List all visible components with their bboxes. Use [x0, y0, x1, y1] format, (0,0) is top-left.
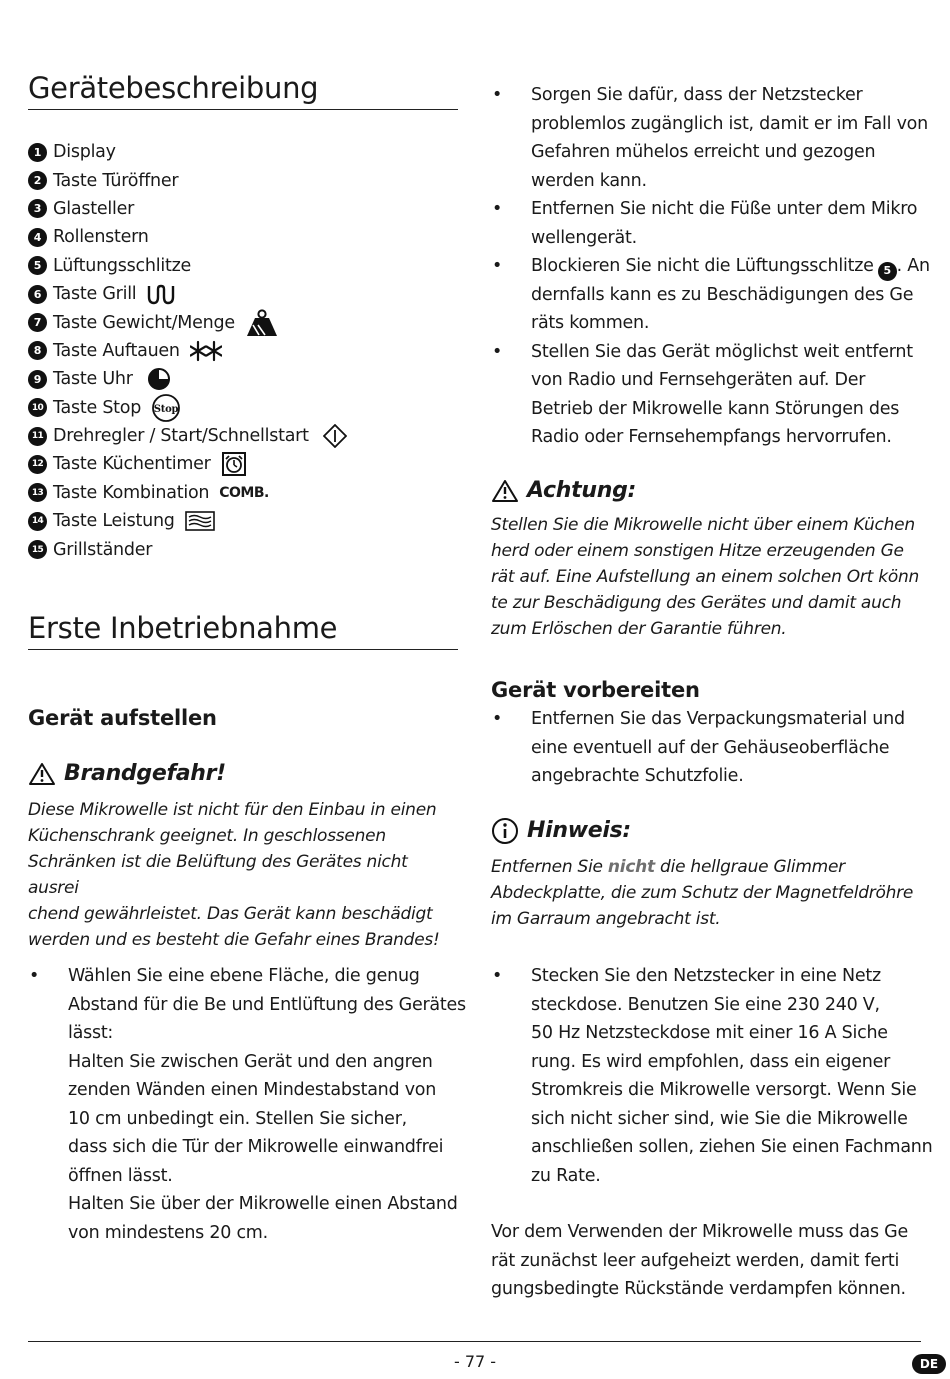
text-line: • Entfernen Sie das Verpackungsmaterial und [531, 709, 905, 729]
comb-icon: COMB. [219, 484, 269, 501]
text-line: 10 cm unbedingt ein. Stellen Sie sicher, [68, 1108, 407, 1129]
part-item [28, 365, 347, 393]
text-line: angebrachte Schutzfolie. [531, 766, 744, 786]
part-number: 12 [28, 455, 47, 474]
placement-bullet-list [491, 81, 930, 452]
text-line: werden und es besteht die Gefahr eines Brandes! [28, 930, 440, 950]
text-line: anschließen sollen, ziehen Sie einen Fachmann [531, 1137, 933, 1157]
text-line: eine eventuell auf der Gehäuseoberfläche [531, 737, 890, 758]
fire-warning-text [28, 797, 458, 953]
text-line: von Radio und Fernsehgeräten auf. Der [531, 370, 866, 391]
language-badge: DE [912, 1354, 946, 1374]
part-label: Taste Gewicht/Menge [53, 312, 235, 333]
text-line: • Sorgen Sie dafür, dass der Netzstecker [531, 85, 863, 105]
text-line: problemlos zugänglich ist, damit er im Fall von [531, 113, 928, 134]
clock-icon [147, 367, 171, 391]
note-heading [491, 816, 631, 846]
text-line: Stromkreis die Mikrowelle versorgt. Wenn Sie [531, 1080, 917, 1100]
note-title: Hinweis: [527, 818, 631, 843]
text-line: zum Erlöschen der Garantie führen. [491, 619, 787, 639]
section-title-device-description: Gerätebeschreibung [28, 70, 458, 110]
fire-warning-title: Brandgefahr! [64, 761, 226, 786]
list-item [28, 962, 466, 1247]
text-line: Abdeckplatte, die zum Schutz der Magnetfeldröhre [491, 883, 914, 903]
part-item [28, 280, 347, 308]
text-line: chend gewährleistet. Das Gerät kann beschädigt [28, 904, 433, 924]
part-item [28, 223, 347, 251]
text-line: rung. Es wird empfohlen, dass ein eigener [531, 1051, 891, 1072]
part-number: 1 [28, 143, 47, 162]
part-item [28, 507, 347, 535]
text-line: herd oder einem sonstigen Hitze erzeugenden Ge [491, 541, 904, 561]
text-line: Diese Mikrowelle ist nicht für den Einbau in einen [28, 800, 437, 820]
part-item [28, 337, 347, 365]
part-item [28, 138, 347, 166]
part-item [28, 252, 347, 280]
grill-icon [146, 283, 176, 305]
power-icon [185, 511, 215, 531]
section-title-first-use: Erste Inbetriebnahme [28, 610, 458, 650]
part-item [28, 535, 347, 563]
text-line [491, 854, 913, 880]
defrost-icon [190, 340, 222, 362]
part-item [28, 450, 347, 478]
text-line: Küchenschrank geeignet. In geschlossenen [28, 826, 386, 846]
text-line: • Stecken Sie den Netzstecker in eine Netz [531, 966, 881, 986]
text-line: werden kann. [531, 170, 647, 191]
part-number: 5 [28, 256, 47, 275]
text-line: lässt: [68, 1023, 114, 1043]
prepare-bullet-list [491, 705, 905, 791]
text-fragment: Blockieren Sie nicht die Lüftungsschlitze [531, 256, 874, 276]
part-label: Taste Grill [53, 284, 137, 305]
text-line: Halten Sie über der Mikrowelle einen Abstand [68, 1194, 458, 1214]
part-label: Taste Auftauen [53, 340, 180, 361]
part-number: 11 [28, 427, 47, 446]
text-line: dernfalls kann es zu Beschädigungen des Ge [531, 284, 914, 305]
text-line: • Wählen Sie eine ebene Fläche, die genug [68, 966, 420, 986]
part-label: Taste Kombination [53, 482, 210, 503]
text-line: wellengerät. [531, 227, 637, 248]
subtitle-setup: Gerät aufstellen [28, 706, 217, 730]
part-label: Taste Stop [53, 397, 142, 418]
text-line: Gefahren mühelos erreicht und gezogen [531, 142, 876, 162]
text-line: Betrieb der Mikrowelle kann Störungen des [531, 398, 900, 419]
part-number: 8 [28, 341, 47, 360]
list-item [491, 705, 905, 791]
text-line: gungsbedingte Rückstände verdampfen können. [491, 1279, 906, 1299]
part-number: 3 [28, 199, 47, 218]
text-line: sich nicht sicher sind, wie Sie die Mikrowelle [531, 1108, 908, 1129]
part-label: Taste Leistung [53, 511, 175, 532]
list-item [491, 252, 930, 338]
part-number: 7 [28, 313, 47, 332]
setup-bullet-list [28, 962, 466, 1247]
text-line: • Stellen Sie das Gerät möglichst weit entfernt [531, 341, 913, 362]
part-label: Taste Uhr [53, 369, 133, 390]
caution-text [491, 512, 919, 642]
list-item [491, 962, 932, 1190]
part-label: Display [53, 142, 116, 163]
part-item [28, 479, 347, 507]
part-label: Lüftungsschlitze [53, 255, 192, 276]
footer-divider [28, 1341, 921, 1342]
list-item [491, 195, 930, 252]
timer-icon [221, 451, 247, 477]
part-item [28, 195, 347, 223]
text-line: Stellen Sie die Mikrowelle nicht über einem Küchen [491, 515, 915, 535]
caution-heading [491, 476, 636, 506]
emphasized-word: nicht [607, 857, 655, 877]
part-number: 13 [28, 483, 47, 502]
part-number: 9 [28, 370, 47, 389]
stop-icon-label: Stop [153, 403, 179, 415]
warning-triangle-icon [28, 762, 56, 786]
text-line: öffnen lässt. [68, 1165, 173, 1186]
parts-list [28, 138, 347, 564]
text-line: zu Rate. [531, 1165, 601, 1186]
text-line: Halten Sie zwischen Gerät und den angren [68, 1051, 433, 1072]
text-line: Radio oder Fernsehempfangs hervorrufen. [531, 427, 892, 448]
text-line: • Entfernen Sie nicht die Füße unter dem Mikro [531, 199, 918, 219]
note-text [491, 854, 913, 932]
text-line: dass sich die Tür der Mikrowelle einwandfrei [68, 1137, 444, 1157]
part-number: 2 [28, 171, 47, 190]
subtitle-prepare: Gerät vorbereiten [491, 678, 700, 702]
part-label: Drehregler / Start/Schnellstart [53, 426, 309, 447]
part-label: Rollenstern [53, 227, 149, 248]
part-label: Grillständer [53, 539, 153, 560]
text-line: räts kommen. [531, 313, 650, 334]
text-line: Abstand für die Be und Entlüftung des Gerätes [68, 994, 466, 1015]
part-item [28, 422, 347, 450]
text-line: te zur Beschädigung des Gerätes und damit auch [491, 593, 902, 613]
part-number: 4 [28, 228, 47, 247]
part-number: 14 [28, 512, 47, 531]
part-reference-number: 5 [878, 262, 897, 281]
text-line: 50 Hz Netzsteckdose mit einer 16 A Siche [531, 1023, 888, 1043]
warning-triangle-icon [491, 479, 519, 503]
text-fragment: die hellgraue Glimmer [654, 857, 845, 877]
text-fragment: Entfernen Sie [491, 857, 608, 877]
text-line: zenden Wänden einen Mindestabstand von [68, 1080, 437, 1100]
text-line: rät auf. Eine Aufstellung an einem solchen Ort könn [491, 567, 920, 587]
text-line: Vor dem Verwenden der Mikrowelle muss das Ge [491, 1222, 908, 1242]
part-number: 6 [28, 285, 47, 304]
part-number: 15 [28, 540, 47, 559]
start-icon [323, 424, 347, 448]
part-item [28, 308, 347, 336]
part-label: Taste Küchentimer [53, 454, 211, 475]
text-line: Schränken ist die Belüftung des Gerätes nicht ausrei [28, 852, 408, 898]
part-label: Glasteller [53, 198, 135, 219]
stop-icon [151, 393, 181, 423]
part-number: 10 [28, 398, 47, 417]
closing-paragraph [491, 1218, 908, 1304]
part-label: Taste Türöffner [53, 170, 179, 191]
text-line: von mindestens 20 cm. [68, 1222, 268, 1243]
list-item [491, 338, 930, 452]
caution-title: Achtung: [527, 478, 637, 503]
page-number: - 77 - [453, 1352, 497, 1371]
text-line: rät zunächst leer aufgeheizt werden, damit ferti [491, 1250, 900, 1271]
text-fragment: . An [896, 256, 930, 276]
list-item [491, 81, 930, 195]
text-line: steckdose. Benutzen Sie eine 230 240 V, [531, 994, 880, 1015]
text-line [531, 252, 930, 281]
part-item [28, 394, 347, 422]
text-line: im Garraum angebracht ist. [491, 909, 721, 929]
weight-icon [245, 309, 279, 337]
plug-bullet-list [491, 962, 932, 1190]
part-item [28, 166, 347, 194]
fire-warning-heading [28, 759, 226, 789]
info-icon [491, 817, 519, 845]
